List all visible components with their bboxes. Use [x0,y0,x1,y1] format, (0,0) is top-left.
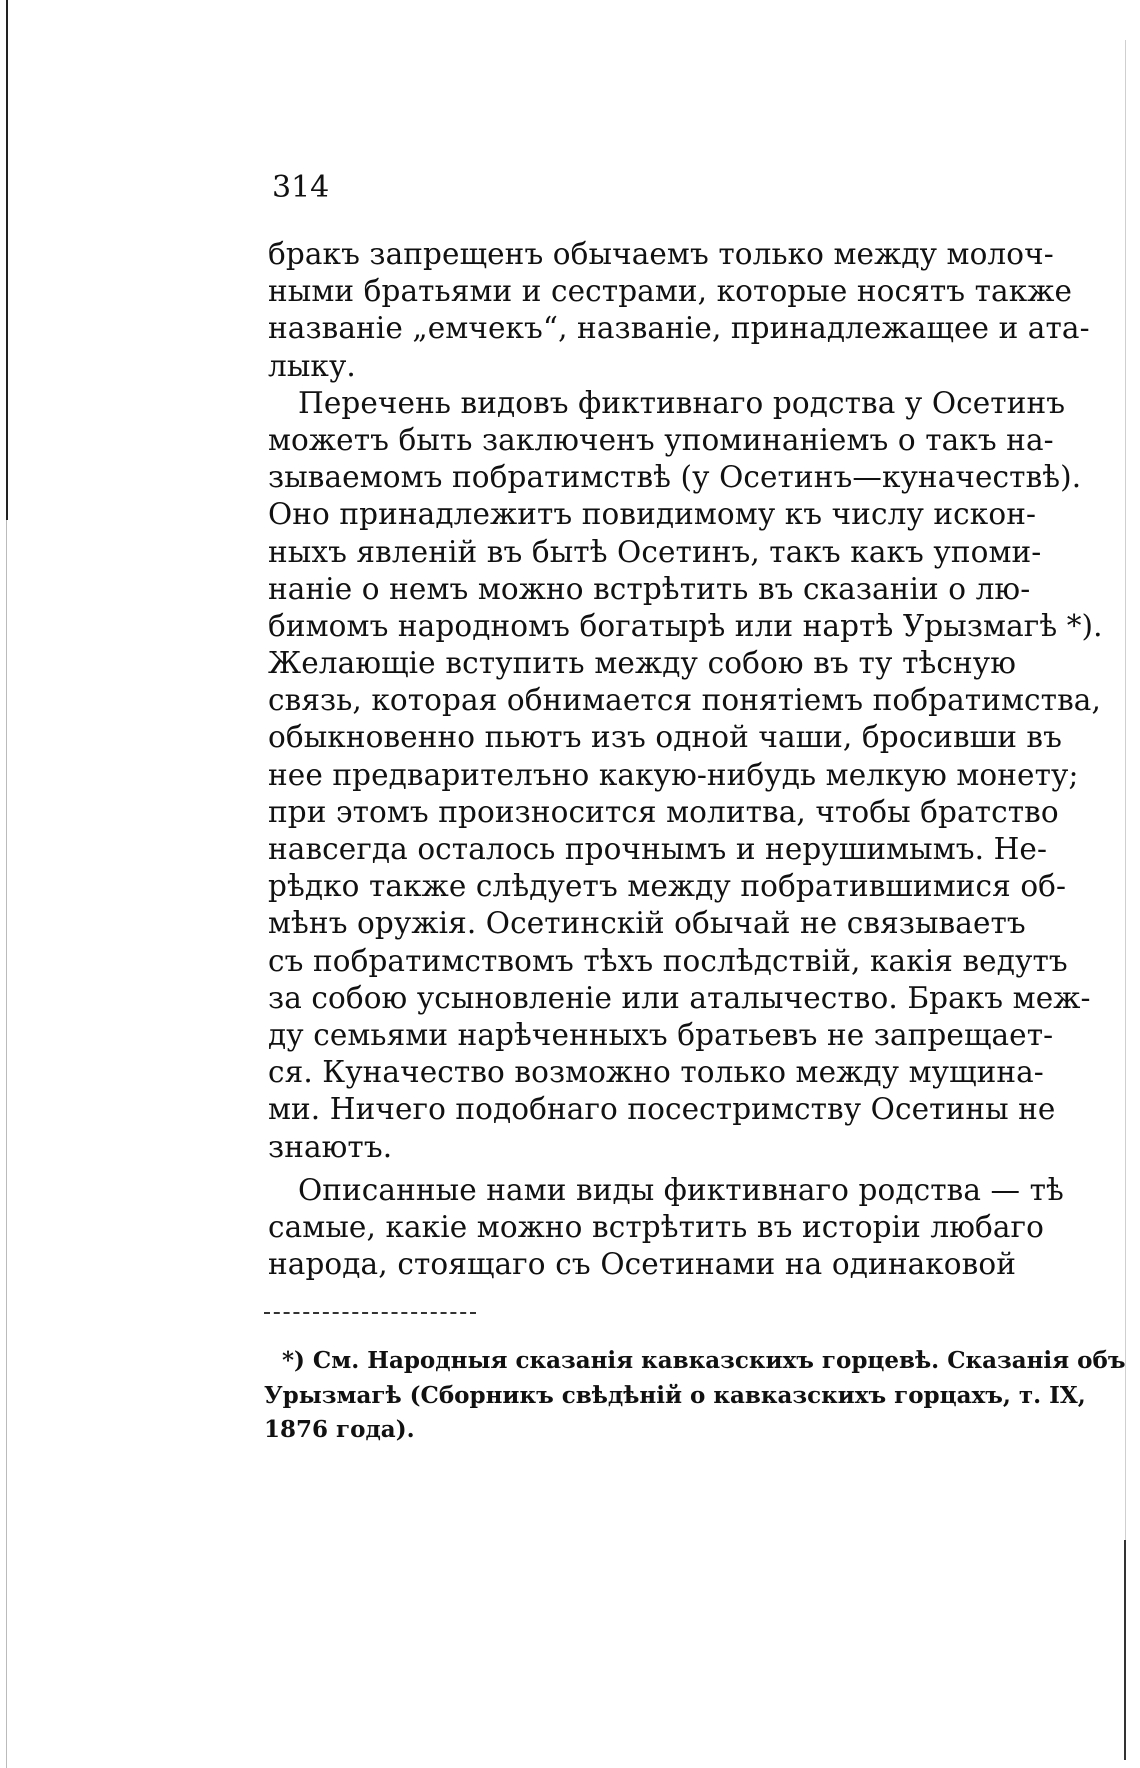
body-line: бимомъ народномъ богатырѣ или нартѣ Урызмагѣ *). [268,608,1103,643]
body-line: нее предварителъно какую-нибудь мелкую монету; [268,757,1079,792]
body-text [268,236,1103,1283]
footnote-line: 1876 года). [264,1416,415,1443]
footnote-line: *) См. Народныя сказанія кавказскихъ горцевѣ. Сказанія объ [282,1347,1126,1374]
scan-edge-left-faint [6,520,7,1768]
body-line: обыкновенно пьютъ изъ одной чаши, бросивши въ [268,720,1063,755]
body-line: зываемомъ побратимствѣ (у Осетинъ—куначествѣ). [268,460,1082,495]
footnote-line: Урызмагѣ (Сборникъ свѣдѣній о кавказскихъ горцахъ, т. IX, [264,1381,1086,1409]
body-line: Желающіе вступить между собою въ ту тѣсную [268,646,1016,681]
page-number: 314 [272,170,330,205]
body-line: навсегда осталось прочнымъ и нерушимымъ. Не- [268,832,1048,866]
scan-edge-right [1125,40,1126,1740]
body-line: лыку. [268,348,356,383]
body-line: бракъ запрещенъ обычаемъ только между молоч- [268,237,1054,271]
scan-edge-right-bottom [1124,1540,1126,1760]
body-line: за собою усыновленіе или аталычество. Бракъ меж- [268,980,1091,1015]
body-line: ду семьями нарѣченныхъ братьевъ не запрещает- [268,1017,1054,1052]
body-line: названіе „емчекъ“, названіе, принадлежащее и ата- [268,311,1090,346]
body-line: самые, какіе можно встрѣтить въ исторіи любаго [268,1209,1044,1244]
body-line: можетъ быть заключенъ упоминаніемъ о такъ на- [268,422,1054,457]
body-line: ся. Куначество возможно только между мущина- [268,1055,1044,1090]
body-line: рѣдко также слѣдуетъ между побратившимися об- [268,869,1067,904]
body-line: наніе о немъ можно встрѣтить въ сказаніи о лю- [268,571,1031,606]
body-line: Оно принадлежитъ повидимому къ числу искон- [268,497,1037,532]
body-line: Перечень видовъ фиктивнаго родства у Осетинъ [298,385,1066,420]
body-line: знаютъ. [268,1129,393,1164]
footnote-separator [264,1312,476,1314]
footnote [264,1344,1126,1448]
body-line: съ побратимствомъ тѣхъ послѣдствій, какія ведутъ [268,943,1068,978]
body-line: при этомъ произносится молитва, чтобы братство [268,794,1059,829]
scan-edge-left [6,0,8,520]
body-line: мѣнъ оружія. Осетинскій обычай не связываетъ [268,906,1026,941]
body-line: Описанные нами виды фиктивнаго родства — тѣ [298,1172,1064,1207]
body-line: ныхъ явленій въ бытѣ Осетинъ, такъ какъ упоми- [268,534,1042,569]
body-line: связь, которая обнимается понятіемъ побратимства, [268,683,1101,718]
body-line: народа, стоящаго съ Осетинами на одинаковой [268,1247,1016,1282]
body-line: ми. Ничего подобнаго посестримству Осетины не [268,1092,1056,1127]
body-line: ными братьями и сестрами, которые носятъ также [268,274,1073,309]
